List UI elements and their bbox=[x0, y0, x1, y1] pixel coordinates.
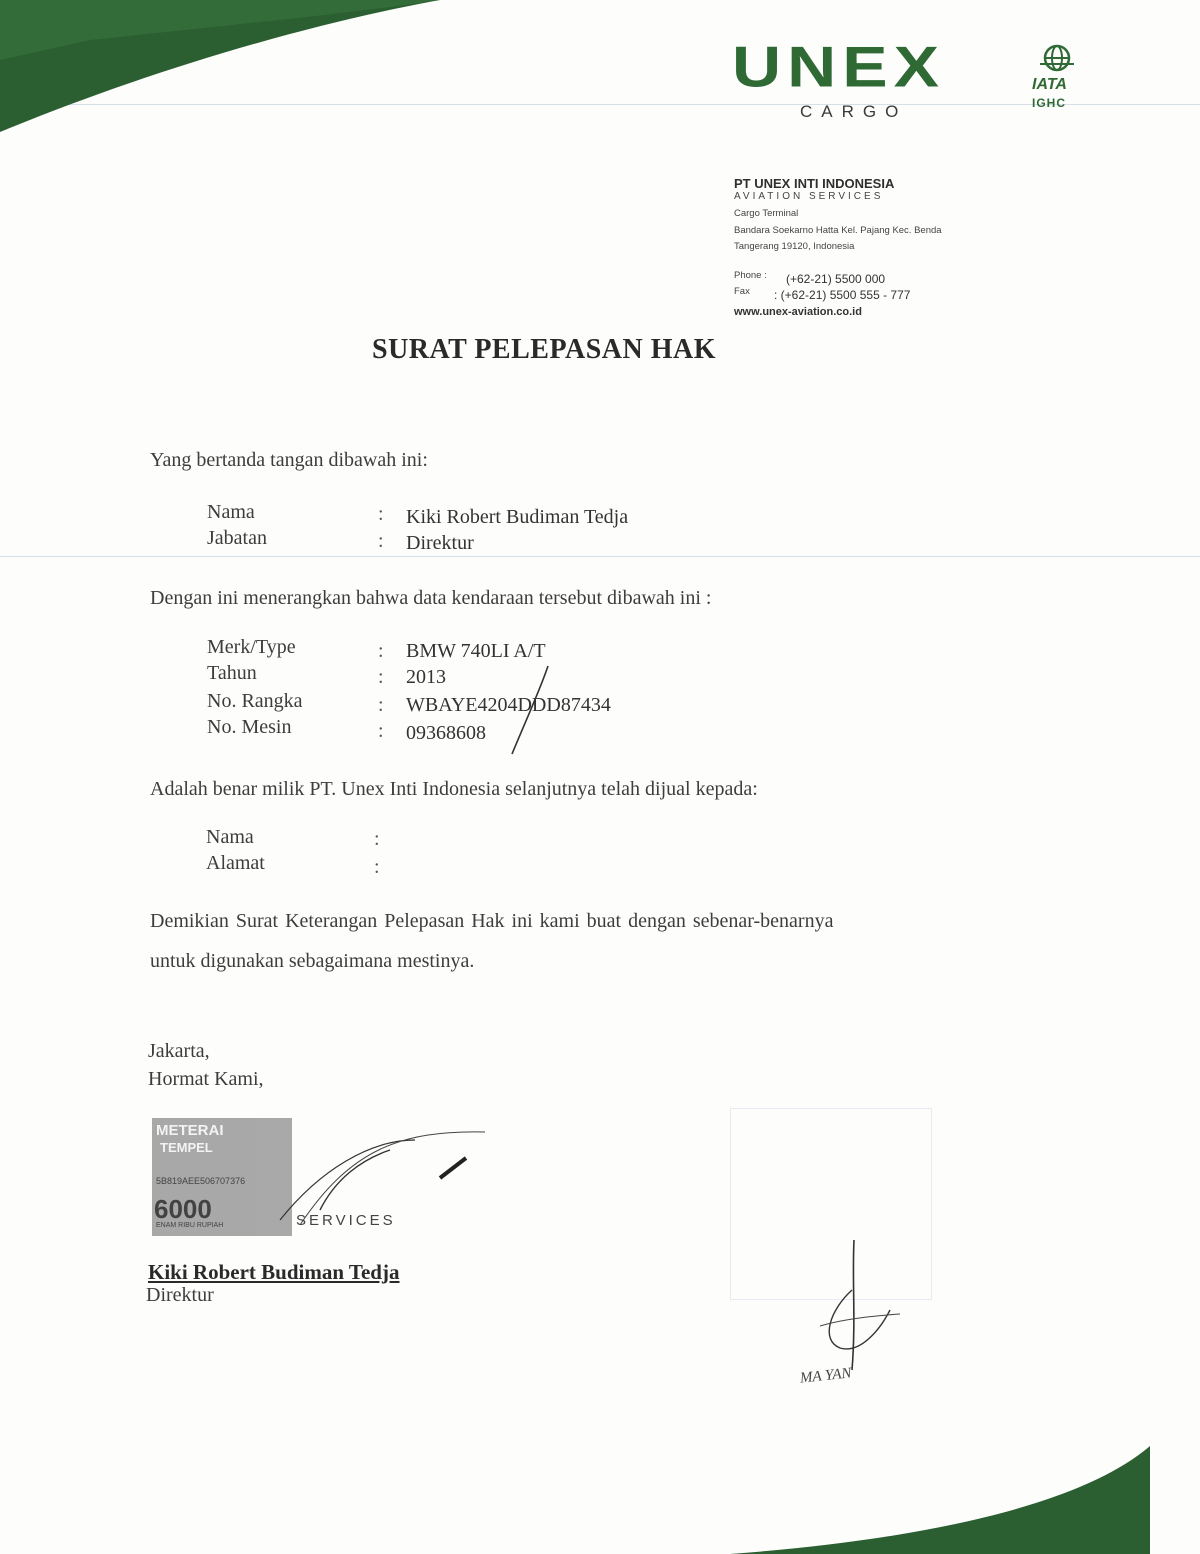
colon: : bbox=[378, 530, 384, 552]
receiver-initials: MA YAN bbox=[799, 1365, 853, 1387]
globe-icon bbox=[1040, 36, 1074, 76]
materai-serial: 5B819AEE506707376 bbox=[156, 1176, 246, 1186]
statement-text: Dengan ini menerangkan bahwa data kendaraan tersebut dibawah ini : bbox=[150, 587, 712, 609]
ownership-text: Adalah benar milik PT. Unex Inti Indonesia selanjutnya telah dijual kepada: bbox=[150, 778, 758, 800]
iata-logo bbox=[1018, 36, 1098, 116]
ighc-text: IGHC bbox=[1032, 96, 1066, 110]
company-website[interactable]: www.unex-aviation.co.id bbox=[734, 306, 862, 318]
materai-amount: 6000 bbox=[154, 1194, 212, 1224]
colon: : bbox=[378, 666, 384, 688]
merk-value: BMW 740LI A/T bbox=[406, 640, 546, 662]
colon: : bbox=[378, 640, 384, 662]
signer-jabatan-label: Jabatan bbox=[207, 527, 267, 549]
merk-label: Merk/Type bbox=[207, 636, 296, 658]
rangka-label: No. Rangka bbox=[207, 690, 303, 712]
intro-text: Yang bertanda tangan dibawah ini: bbox=[150, 449, 428, 471]
buyer-nama-label: Nama bbox=[206, 826, 254, 848]
top-left-swoosh bbox=[0, 0, 460, 140]
unex-cargo-logo bbox=[732, 32, 992, 124]
pen-stroke bbox=[500, 660, 560, 760]
stamp-services-text: SERVICES bbox=[296, 1212, 396, 1229]
logo-brand: UNEX bbox=[732, 34, 945, 100]
company-address-1: Cargo Terminal bbox=[734, 208, 799, 219]
fax-value: : (+62-21) 5500 555 - 777 bbox=[774, 288, 911, 302]
closing-line-1: Demikian Surat Keterangan Pelepasan Hak ini kami buat dengan sebenar-benarnya bbox=[150, 910, 834, 932]
company-address-2: Bandara Soekarno Hatta Kel. Pajang Kec. Benda bbox=[734, 225, 942, 236]
buyer-alamat-label: Alamat bbox=[206, 852, 265, 874]
signer-jabatan-value: Direktur bbox=[406, 532, 474, 554]
signer-nama-value: Kiki Robert Budiman Tedja bbox=[406, 506, 629, 528]
rangka-value: WBAYE4204DDD87434 bbox=[406, 694, 611, 716]
receiver-signature bbox=[790, 1230, 910, 1420]
colon: : bbox=[374, 856, 380, 878]
fax-label: Fax bbox=[734, 286, 750, 297]
colon: : bbox=[378, 503, 384, 525]
signature-title: Direktur bbox=[146, 1284, 214, 1306]
phone-label: Phone : bbox=[734, 270, 767, 281]
company-name: PT UNEX INTI INDONESIA bbox=[734, 176, 895, 191]
materai-line-2: TEMPEL bbox=[160, 1140, 213, 1155]
colon: : bbox=[378, 720, 384, 742]
colon: : bbox=[374, 828, 380, 850]
company-division: AVIATION SERVICES bbox=[734, 191, 884, 202]
closing-line-2: untuk digunakan sebagaimana mestinya. bbox=[150, 950, 475, 972]
mesin-label: No. Mesin bbox=[207, 716, 292, 738]
place-text: Jakarta, bbox=[148, 1040, 210, 1062]
mesin-value: 09368608 bbox=[406, 722, 486, 744]
scan-line-mid bbox=[0, 556, 1200, 557]
signature-name: Kiki Robert Budiman Tedja bbox=[148, 1260, 400, 1284]
company-address-3: Tangerang 19120, Indonesia bbox=[734, 241, 855, 252]
phone-value: (+62-21) 5500 000 bbox=[786, 272, 886, 286]
signature-scribble bbox=[240, 1110, 490, 1230]
regards-text: Hormat Kami, bbox=[148, 1068, 264, 1090]
iata-text: IATA bbox=[1032, 76, 1067, 93]
tahun-value: 2013 bbox=[406, 666, 446, 688]
bottom-right-swoosh bbox=[700, 1436, 1200, 1554]
materai-currency: ENAM RIBU RUPIAH bbox=[156, 1222, 224, 1229]
colon: : bbox=[378, 694, 384, 716]
logo-cargo: CARGO bbox=[800, 102, 908, 121]
materai-line-1: METERAI bbox=[156, 1122, 224, 1139]
tahun-label: Tahun bbox=[207, 662, 257, 684]
signer-nama-label: Nama bbox=[207, 501, 255, 523]
document-title: SURAT PELEPASAN HAK bbox=[372, 334, 716, 365]
